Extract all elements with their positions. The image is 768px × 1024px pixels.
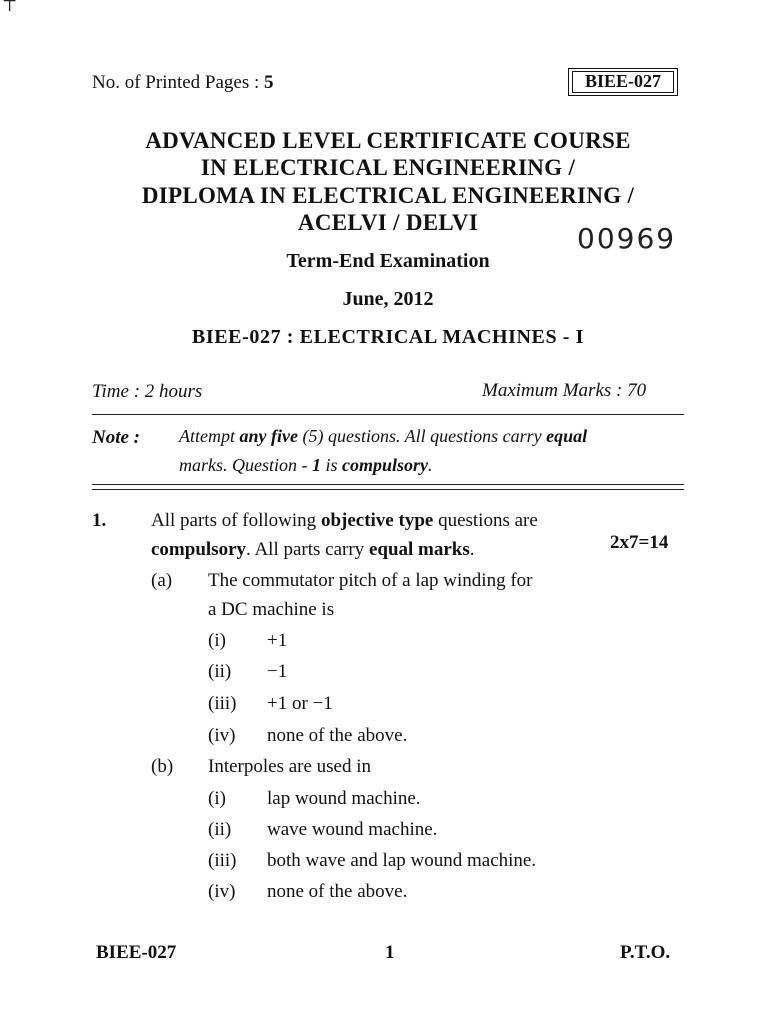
- part-a-text-line-2: a DC machine is: [208, 599, 335, 620]
- time-allowed: Time : 2 hours: [92, 381, 203, 402]
- question-emphasis: equal marks: [368, 539, 470, 560]
- note-line-1: [179, 426, 587, 447]
- part-b-option-label: (ii): [208, 819, 232, 840]
- footer-page-number: 1: [385, 942, 395, 963]
- divider-double-2: [92, 489, 684, 490]
- serial-number: 00969: [577, 222, 677, 255]
- maximum-marks: Maximum Marks : 70: [482, 380, 647, 401]
- note-line-2: [179, 455, 433, 476]
- exam-type: Term-End Examination: [286, 250, 490, 272]
- footer-pto: P.T.O.: [620, 942, 671, 963]
- part-a-option-text: −1: [267, 661, 288, 682]
- footer-paper-code: BIEE-027: [96, 942, 177, 963]
- divider-top: [92, 414, 684, 415]
- question-emphasis: compulsory: [151, 539, 246, 560]
- note-text: is: [321, 455, 343, 475]
- note-emphasis: compulsory: [342, 455, 429, 475]
- course-title: BIEE-027 : ELECTRICAL MACHINES - I: [191, 326, 585, 348]
- printed-pages: [92, 72, 274, 94]
- question-text: questions are: [433, 510, 538, 531]
- part-a-option-label: (iv): [208, 725, 236, 746]
- question-number: 1.: [92, 510, 107, 531]
- question-text: .: [469, 539, 475, 560]
- part-b-option-text: both wave and lap wound machine.: [267, 850, 537, 871]
- part-b-option-label: (iv): [208, 881, 236, 902]
- exam-session: June, 2012: [342, 288, 434, 310]
- note-text: marks. Question -: [179, 455, 312, 475]
- note-emphasis: 1: [312, 455, 321, 475]
- note-emphasis: equal: [546, 426, 588, 446]
- part-a-text-line-1: The commutator pitch of a lap winding for: [208, 570, 533, 591]
- part-b-option-text: wave wound machine.: [267, 819, 438, 840]
- part-b-option-label: (i): [208, 788, 226, 809]
- note-text: (5) questions. All questions carry: [297, 426, 547, 446]
- note-text: .: [428, 455, 433, 475]
- part-a-option-text: +1 or −1: [267, 693, 333, 714]
- title-line-1: ADVANCED LEVEL CERTIFICATE COURSE: [145, 128, 631, 153]
- question-line-1: [151, 510, 538, 532]
- printed-pages-label: No. of Printed Pages :: [92, 72, 265, 93]
- paper-code: BIEE-027: [584, 71, 662, 91]
- part-b-option-text: none of the above.: [267, 881, 408, 902]
- note-text: Attempt: [179, 426, 240, 446]
- part-a-option-text: +1: [267, 630, 288, 651]
- title-line-3: DIPLOMA IN ELECTRICAL ENGINEERING /: [141, 183, 635, 208]
- part-a-option-label: (i): [208, 630, 226, 651]
- title-line-2: IN ELECTRICAL ENGINEERING /: [200, 155, 576, 180]
- corner-mark: ⊤: [2, 0, 18, 15]
- question-marks: 2x7=14: [610, 532, 669, 553]
- question-emphasis: objective type: [320, 510, 434, 531]
- part-a-option-label: (ii): [208, 661, 232, 682]
- part-b-option-label: (iii): [208, 850, 237, 871]
- paper-code-box: [568, 68, 678, 96]
- question-text: . All parts carry: [246, 539, 369, 560]
- divider-double-1: [92, 484, 684, 485]
- printed-pages-count: 5: [264, 72, 274, 93]
- part-b-text-line-1: Interpoles are used in: [208, 756, 372, 777]
- part-a-label: (a): [151, 570, 173, 591]
- title-line-4: ACELVI / DELVI: [297, 210, 479, 235]
- part-a-option-text: none of the above.: [267, 725, 408, 746]
- note-label: Note :: [92, 427, 141, 448]
- question-line-2: [151, 539, 475, 561]
- note-emphasis: any five: [239, 426, 298, 446]
- part-b-option-text: lap wound machine.: [267, 788, 421, 809]
- question-text: All parts of following: [151, 510, 321, 531]
- part-b-label: (b): [151, 756, 174, 777]
- part-a-option-label: (iii): [208, 693, 237, 714]
